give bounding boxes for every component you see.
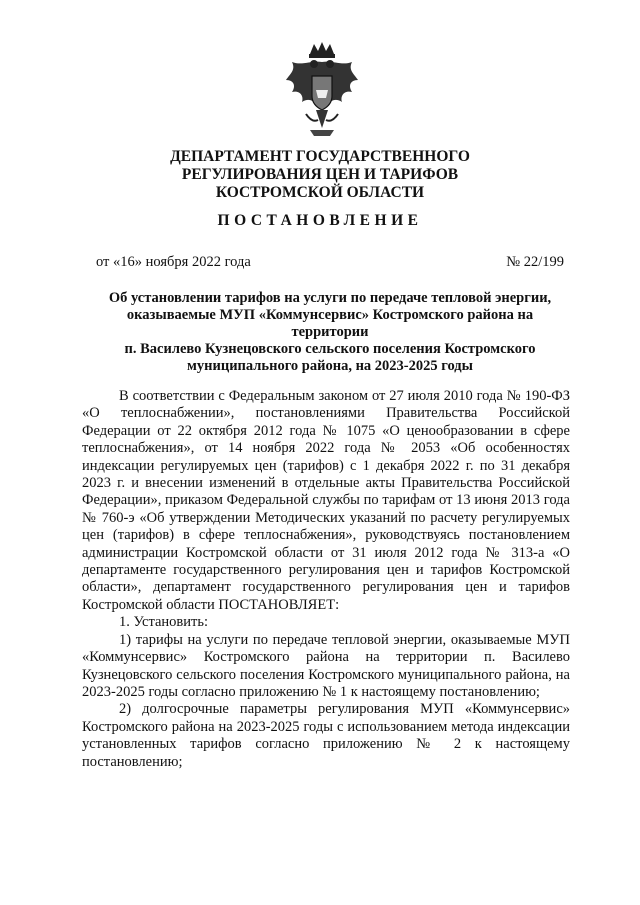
- coat-of-arms-icon: [282, 40, 362, 138]
- item-1-2-paragraph: 2) долгосрочные параметры регулирования МУП «Коммунсервис» Костромского района на 2023-2025 годы с использованием метода индексации установленных тарифов согласно приложению № 2 к настоящему постановлению;: [82, 701, 570, 770]
- dateline: [96, 254, 564, 271]
- decree-number: № 22/199: [506, 254, 564, 270]
- subject-line: муниципального района, на 2023-2025 годы: [187, 358, 473, 374]
- decree-date: от «16» ноября 2022 года: [96, 254, 251, 270]
- department-line: РЕГУЛИРОВАНИЯ ЦЕН И ТАРИФОВ: [181, 166, 459, 183]
- department-name: [120, 148, 520, 202]
- department-line: ДЕПАРТАМЕНТ ГОСУДАРСТВЕННОГО: [170, 148, 470, 165]
- subject-line: оказываемые МУП «Коммунсервис» Костромского района на территории: [126, 307, 534, 340]
- decree-subject: [96, 290, 564, 375]
- subject-line: п. Василево Кузнецовского сельского поселения Костромского: [124, 341, 536, 357]
- subject-line: Об установлении тарифов на услуги по передаче тепловой энергии,: [108, 290, 552, 306]
- item-1-1-paragraph: 1) тарифы на услуги по передаче тепловой энергии, оказываемые МУП «Коммунсервис» Костромского района на территории п. Василево Кузнецовского сельского поселения Костромского муниципального района, на 2023-2025 годы согласно приложению № 1 к настоящему постановлению;: [82, 631, 570, 700]
- item-1-paragraph: 1. Установить:: [119, 614, 209, 631]
- department-line: КОСТРОМСКОЙ ОБЛАСТИ: [215, 184, 425, 201]
- decree-body: [82, 388, 570, 771]
- preamble-paragraph: В соответствии с Федеральным законом от 27 июля 2010 года № 190-ФЗ «О теплоснабжении», постановлениями Правительства Российской Федерации от 22 октября 2012 года № 1075 «О ценообразовании в сфере теплоснабжения», от 14 ноября 2022 года № 2053 «Об особенностях индексации регулируемых цен (тарифов) с 1 декабря 2022 г. по 31 декабря 2023 г. и внесении изменений в отдельные акты Правительства Российской Федерации», приказом Федеральной службы по тарифам от 13 июня 2013 года № 760-э «Об утверждении Методических указаний по расчету регулируемых цен (тарифов) в сфере теплоснабжения», руководствуясь постановлением администрации Костромской области от 31 июля 2012 года № 313-а «О департаменте государственного регулирования цен и тарифов Костромской области», департамент государственного регулирования цен и тарифов Костромской области ПОСТАНОВЛЯЕТ:: [82, 388, 570, 613]
- document-type-title: ПОСТАНОВЛЕНИЕ: [217, 212, 423, 229]
